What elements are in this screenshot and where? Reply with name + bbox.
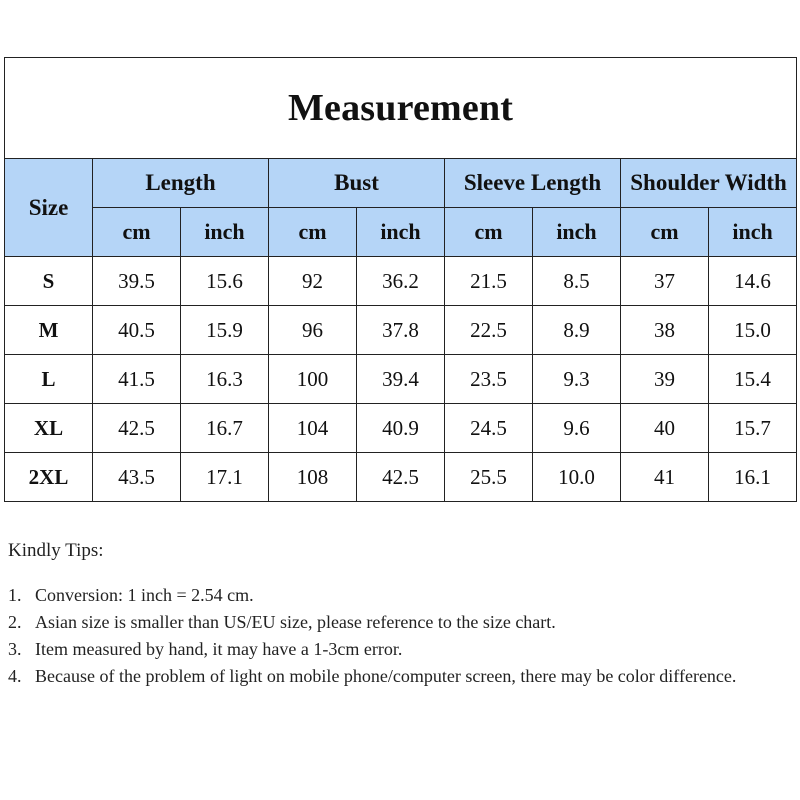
size-label: S [5,257,93,306]
table-cell: 8.5 [533,257,621,306]
size-label: L [5,355,93,404]
table-cell: 41 [621,453,709,502]
table-cell: 40.5 [93,306,181,355]
table-cell: 41.5 [93,355,181,404]
tip-number: 1. [8,585,22,605]
tips-title: Kindly Tips: [8,540,104,561]
table-cell: 23.5 [445,355,533,404]
table-cell: 39 [621,355,709,404]
table-cell: 8.9 [533,306,621,355]
table-cell: 15.0 [709,306,797,355]
table-cell: 9.3 [533,355,621,404]
size-column-header: Size [5,159,93,257]
table-cell: 25.5 [445,453,533,502]
table-cell: 37 [621,257,709,306]
group-header-bust: Bust [269,159,445,208]
tip-text: Asian size is smaller than US/EU size, please reference to the size chart. [35,612,556,632]
table-cell: 92 [269,257,357,306]
table-cell: 10.0 [533,453,621,502]
table-cell: 16.1 [709,453,797,502]
table-cell: 96 [269,306,357,355]
size-chart [4,57,796,502]
table-row [5,355,797,404]
table-cell: 42.5 [357,453,445,502]
table-cell: 100 [269,355,357,404]
table-cell: 42.5 [93,404,181,453]
table-row [5,306,797,355]
table-cell: 24.5 [445,404,533,453]
tip-text: Conversion: 1 inch = 2.54 cm. [35,585,254,605]
table-cell: 39.4 [357,355,445,404]
list-item [8,609,788,636]
table-cell: 22.5 [445,306,533,355]
table-cell: 16.3 [181,355,269,404]
unit-header: inch [709,208,797,257]
size-label: XL [5,404,93,453]
group-header-sleeve-length: Sleeve Length [445,159,621,208]
tip-number: 2. [8,612,22,632]
unit-header: cm [93,208,181,257]
table-cell: 38 [621,306,709,355]
table-cell: 17.1 [181,453,269,502]
table-cell: 14.6 [709,257,797,306]
table-cell: 15.7 [709,404,797,453]
table-row [5,257,797,306]
tip-number: 4. [8,666,22,686]
tips-list [8,582,788,690]
table-cell: 43.5 [93,453,181,502]
unit-header: inch [533,208,621,257]
unit-header: inch [181,208,269,257]
table-cell: 37.8 [357,306,445,355]
table-cell: 21.5 [445,257,533,306]
table-cell: 16.7 [181,404,269,453]
size-table [4,57,797,502]
size-label: M [5,306,93,355]
tip-number: 3. [8,639,22,659]
table-cell: 36.2 [357,257,445,306]
unit-header: cm [445,208,533,257]
size-label: 2XL [5,453,93,502]
group-header-length: Length [93,159,269,208]
table-cell: 15.6 [181,257,269,306]
kindly-tips [8,540,788,690]
table-cell: 104 [269,404,357,453]
group-header-shoulder-width: Shoulder Width [621,159,797,208]
table-cell: 15.9 [181,306,269,355]
table-cell: 40 [621,404,709,453]
table-row [5,453,797,502]
unit-header: inch [357,208,445,257]
list-item [8,636,788,663]
table-cell: 9.6 [533,404,621,453]
unit-header: cm [269,208,357,257]
tip-text: Because of the problem of light on mobile phone/computer screen, there may be color difference. [35,666,737,686]
table-cell: 108 [269,453,357,502]
list-item [8,663,788,690]
tip-text: Item measured by hand, it may have a 1-3cm error. [35,639,403,659]
list-item [8,582,788,609]
unit-header: cm [621,208,709,257]
table-cell: 40.9 [357,404,445,453]
table-cell: 15.4 [709,355,797,404]
table-cell: 39.5 [93,257,181,306]
table-title: Measurement [5,58,797,159]
table-row [5,404,797,453]
